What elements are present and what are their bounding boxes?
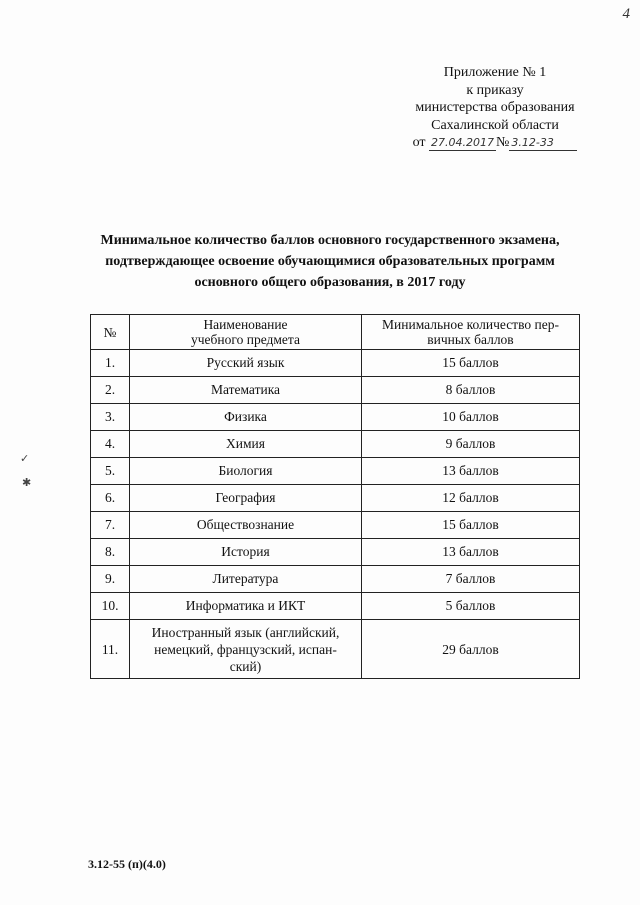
row-subject: Химия (130, 431, 362, 458)
row-subject: Информатика и ИКТ (130, 593, 362, 620)
table-row (91, 512, 580, 539)
row-score: 13 баллов (362, 539, 580, 566)
table-header-row (91, 315, 580, 350)
row-subject: География (130, 485, 362, 512)
table-row (91, 593, 580, 620)
row-number: 1. (91, 350, 130, 377)
row-number: 3. (91, 404, 130, 431)
table-row (91, 404, 580, 431)
row-score: 29 баллов (362, 620, 580, 679)
header-score-line-1: Минимальное количество пер- (382, 317, 559, 332)
row-number: 5. (91, 458, 130, 485)
order-date-line (395, 134, 595, 152)
header-subject (130, 315, 362, 350)
table-row (91, 350, 580, 377)
order-prefix: от (412, 135, 426, 150)
row-score: 8 баллов (362, 377, 580, 404)
row-number: 7. (91, 512, 130, 539)
row-score: 9 баллов (362, 431, 580, 458)
document-title (70, 230, 590, 293)
row-score: 12 баллов (362, 485, 580, 512)
row-subject: Обществознание (130, 512, 362, 539)
table-row (91, 620, 580, 679)
title-line-1: Минимальное количество баллов основного государственного экзамена, (100, 233, 560, 248)
row-subject: Русский язык (130, 350, 362, 377)
header-subject-line-2: учебного предмета (191, 332, 300, 347)
row-subject: История (130, 539, 362, 566)
margin-check-mark: ✓ (20, 453, 30, 465)
row-number: 9. (91, 566, 130, 593)
page-number-handwritten: 4 (622, 6, 630, 22)
row-subject-line-1: Иностранный язык (английский, (151, 624, 340, 640)
order-date: 27.04.2017 (431, 136, 495, 149)
table-row (91, 431, 580, 458)
row-score: 15 баллов (362, 350, 580, 377)
row-score: 13 баллов (362, 458, 580, 485)
order-number-sign: № (496, 135, 510, 150)
row-score: 7 баллов (362, 566, 580, 593)
appendix-region: Сахалинской области (431, 117, 559, 133)
minimum-scores-table (90, 314, 580, 679)
row-number: 11. (91, 620, 130, 679)
appendix-to-order: к приказу (466, 82, 524, 98)
appendix-ministry: министерства образования (415, 100, 575, 115)
header-subject-line-1: Наименование (203, 317, 288, 332)
table-row (91, 458, 580, 485)
row-number: 8. (91, 539, 130, 566)
row-subject: Биология (130, 458, 362, 485)
row-number: 10. (91, 593, 130, 620)
appendix-number: Приложение № 1 (443, 65, 547, 80)
row-number: 6. (91, 485, 130, 512)
document-code: 3.12-55 (п)(4.0) (88, 857, 166, 871)
header-number: № (91, 315, 130, 350)
table-row (91, 566, 580, 593)
row-score: 15 баллов (362, 512, 580, 539)
appendix-header (395, 64, 595, 152)
row-subject: Математика (130, 377, 362, 404)
row-subject: Литература (130, 566, 362, 593)
table-row (91, 377, 580, 404)
header-min-score (362, 315, 580, 350)
table-row (91, 485, 580, 512)
row-number: 2. (91, 377, 130, 404)
row-subject-line-2: немецкий, французский, испан- (154, 641, 337, 657)
header-score-line-2: вичных баллов (427, 332, 514, 347)
row-score: 5 баллов (362, 593, 580, 620)
row-subject-line-3: ский) (229, 658, 262, 674)
title-line-2: подтверждающее освоение обучающимися образовательных программ (105, 254, 555, 269)
row-subject (130, 620, 362, 679)
row-subject: Физика (130, 404, 362, 431)
order-number: 3.12-33 (509, 136, 577, 151)
margin-star-mark: ✱ (22, 477, 32, 489)
row-number: 4. (91, 431, 130, 458)
title-line-3: основного общего образования, в 2017 году (194, 275, 466, 290)
table-row (91, 539, 580, 566)
row-score: 10 баллов (362, 404, 580, 431)
